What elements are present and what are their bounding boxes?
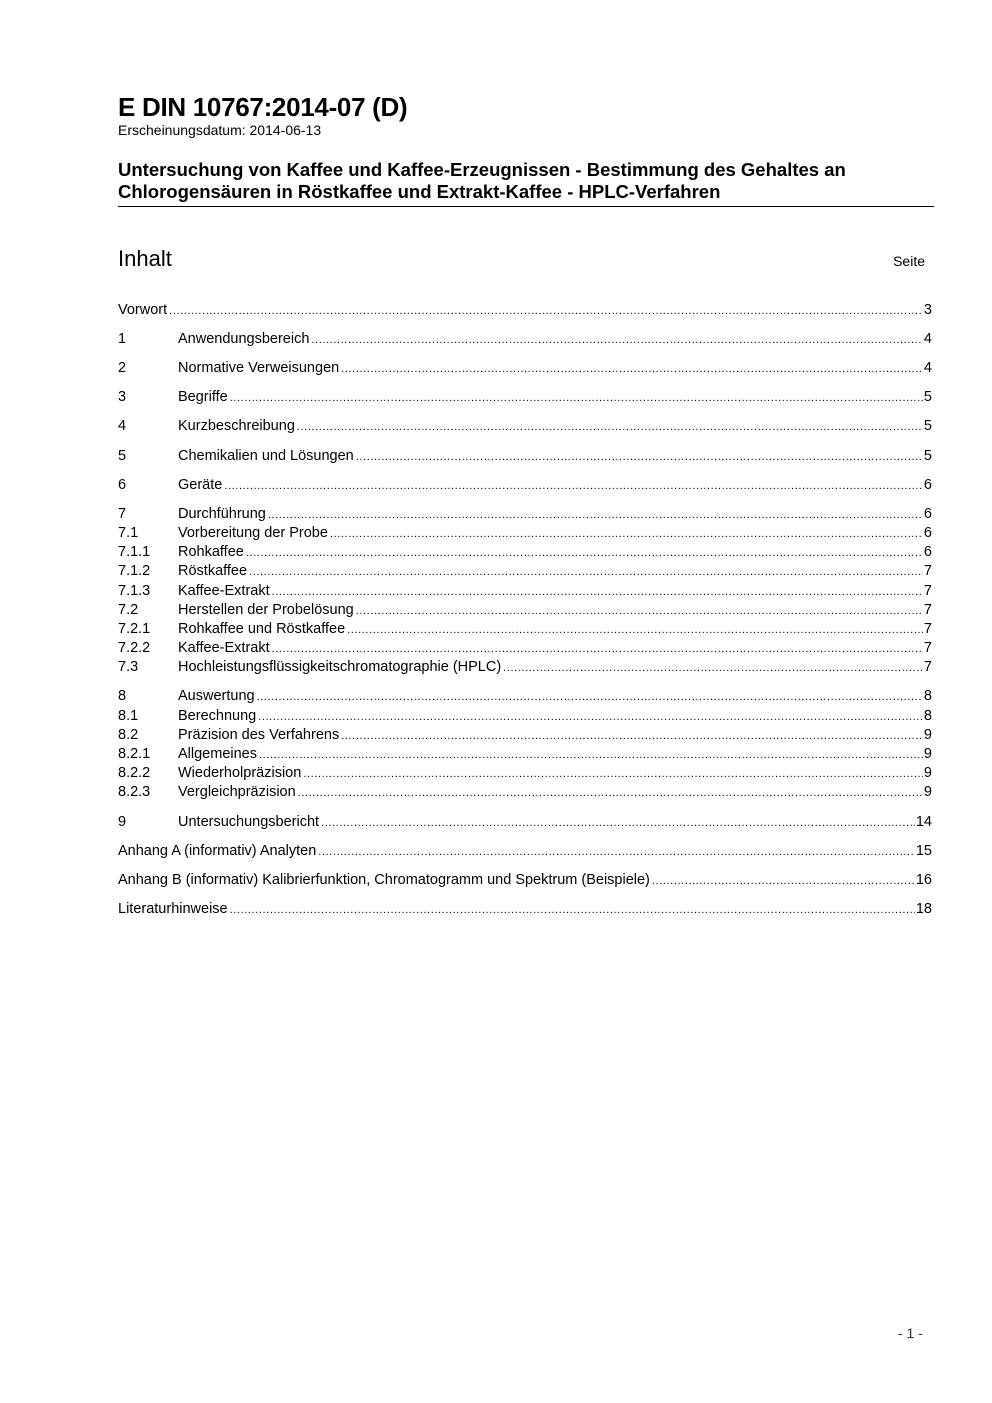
toc-leader-dots xyxy=(298,783,923,803)
toc-leader-dots xyxy=(224,476,923,496)
toc-entry-title: Untersuchungsbericht xyxy=(178,814,320,830)
toc-entry-title: Allgemeines xyxy=(178,746,257,762)
toc-entry-page: 8 xyxy=(923,688,932,704)
toc-entry-number: 8 xyxy=(118,688,127,704)
toc-entry[interactable] xyxy=(118,524,932,543)
toc-entry-page: 6 xyxy=(923,506,932,522)
document-title xyxy=(118,159,934,207)
toc-leader-dots xyxy=(330,524,923,544)
document-id: E DIN 10767:2014-07 (D) xyxy=(118,92,408,122)
toc-entry-number: 2 xyxy=(118,360,127,376)
toc-entry-page: 9 xyxy=(923,784,932,800)
toc-leader-dots xyxy=(169,301,923,321)
toc-entry-number: 7 xyxy=(118,506,127,522)
toc-entry-number: 7.1.1 xyxy=(118,544,151,560)
toc-entry-page: 8 xyxy=(923,708,932,724)
toc-entry[interactable] xyxy=(118,330,932,349)
toc-entry-number: 8.2 xyxy=(118,727,139,743)
toc-leader-dots xyxy=(257,687,923,707)
toc-leader-dots xyxy=(303,764,923,784)
toc-entry[interactable] xyxy=(118,726,932,745)
toc-entry-title: Rohkaffee xyxy=(178,544,244,560)
toc-entry-page: 7 xyxy=(923,659,932,675)
toc-entry-title: Wiederholpräzision xyxy=(178,765,302,781)
toc-entry-page: 5 xyxy=(923,418,932,434)
toc-heading: Inhalt xyxy=(118,246,172,271)
toc-entry-number: 5 xyxy=(118,448,127,464)
document-title-line-1: Untersuchung von Kaffee und Kaffee-Erzeugnissen - Bestimmung des Gehaltes an xyxy=(118,159,846,180)
toc-leader-dots xyxy=(258,707,923,727)
document-title-line-2: Chlorogensäuren in Röstkaffee und Extrakt-Kaffee - HPLC-Verfahren xyxy=(118,181,721,202)
toc-leader-dots xyxy=(297,417,923,437)
toc-entry-title: Anwendungsbereich xyxy=(178,331,310,347)
toc-entry-number: 9 xyxy=(118,814,127,830)
toc-leader-dots xyxy=(230,900,915,920)
toc-entry[interactable] xyxy=(118,582,932,601)
toc-entry[interactable] xyxy=(118,639,932,658)
toc-leader-dots xyxy=(272,639,923,659)
toc-leader-dots xyxy=(321,813,915,833)
toc-entry-page: 7 xyxy=(923,602,932,618)
toc-leader-dots xyxy=(230,388,923,408)
toc-leader-dots xyxy=(347,620,923,640)
publication-date: Erscheinungsdatum: 2014-06-13 xyxy=(118,122,322,138)
toc-entry-title: Anhang A (informativ) Analyten xyxy=(118,843,317,859)
toc-entry-title: Röstkaffee xyxy=(178,563,248,579)
toc-entry[interactable] xyxy=(118,620,932,639)
toc-entry-page: 9 xyxy=(923,765,932,781)
toc-entry[interactable] xyxy=(118,707,932,726)
toc-entry-number: 7.1.3 xyxy=(118,583,151,599)
toc-entry-number: 1 xyxy=(118,331,127,347)
toc-entry-title: Berechnung xyxy=(178,708,257,724)
toc-entry-page: 5 xyxy=(923,389,932,405)
toc-page-column-label: Seite xyxy=(893,253,925,269)
toc-leader-dots xyxy=(268,505,923,525)
toc-entry[interactable] xyxy=(118,447,932,466)
toc-entry[interactable] xyxy=(118,900,932,919)
toc-entry-title: Durchführung xyxy=(178,506,266,522)
toc-entry-number: 3 xyxy=(118,389,127,405)
page-number: - 1 - xyxy=(898,1325,923,1341)
toc-entry-page: 18 xyxy=(915,901,932,917)
toc-entry[interactable] xyxy=(118,842,932,861)
toc-leader-dots xyxy=(356,601,923,621)
toc-entry-title: Herstellen der Probelösung xyxy=(178,602,354,618)
toc-entry[interactable] xyxy=(118,745,932,764)
toc-entry[interactable] xyxy=(118,658,932,677)
toc-entry-title: Normative Verweisungen xyxy=(178,360,340,376)
toc-entry-title: Vergleichpräzision xyxy=(178,784,296,800)
toc-entry-page: 16 xyxy=(915,872,932,888)
toc-entry-page: 7 xyxy=(923,621,932,637)
toc-entry-title: Kaffee-Extrakt xyxy=(178,640,270,656)
toc-entry-number: 7.2.1 xyxy=(118,621,151,637)
toc-leader-dots xyxy=(249,562,923,582)
toc-entry-number: 7.3 xyxy=(118,659,139,675)
toc-entry-title: Auswertung xyxy=(178,688,255,704)
toc-entry-page: 7 xyxy=(923,563,932,579)
toc-entry-page: 7 xyxy=(923,583,932,599)
toc-leader-dots xyxy=(503,658,923,678)
toc-entry-title: Begriffe xyxy=(178,389,228,405)
toc-entry-title: Rohkaffee und Röstkaffee xyxy=(178,621,346,637)
toc-leader-dots xyxy=(259,745,923,765)
toc-entry-number: 7.1 xyxy=(118,525,139,541)
toc-entry-number: 8.2.1 xyxy=(118,746,151,762)
toc-entry-title: Vorwort xyxy=(118,302,168,318)
toc-leader-dots xyxy=(356,447,923,467)
toc-entry[interactable] xyxy=(118,783,932,802)
toc-entry-number: 6 xyxy=(118,477,127,493)
toc-entry[interactable] xyxy=(118,388,932,407)
toc-entry-page: 6 xyxy=(923,525,932,541)
toc-entry[interactable] xyxy=(118,764,932,783)
toc-leader-dots xyxy=(652,871,915,891)
toc-entry-number: 7.2.2 xyxy=(118,640,151,656)
toc-entry-page: 6 xyxy=(923,477,932,493)
toc-entry-number: 7.1.2 xyxy=(118,563,151,579)
toc-entry-title: Kaffee-Extrakt xyxy=(178,583,270,599)
toc-entry-page: 4 xyxy=(923,331,932,347)
toc-entry-title: Literaturhinweise xyxy=(118,901,228,917)
toc-entry-page: 9 xyxy=(923,746,932,762)
toc-entry-title: Geräte xyxy=(178,477,223,493)
toc-entry-number: 8.2.2 xyxy=(118,765,151,781)
toc-entry-title: Vorbereitung der Probe xyxy=(178,525,328,541)
toc-entry-page: 15 xyxy=(915,843,932,859)
toc-entry[interactable] xyxy=(118,871,932,890)
toc-entry[interactable] xyxy=(118,476,932,495)
toc-entry-page: 5 xyxy=(923,448,932,464)
toc-entry-title: Kurzbeschreibung xyxy=(178,418,295,434)
toc-entry-page: 4 xyxy=(923,360,932,376)
toc-entry[interactable] xyxy=(118,543,932,562)
toc-entry-title: Präzision des Verfahrens xyxy=(178,727,340,743)
toc-entry[interactable] xyxy=(118,417,932,436)
toc-entry[interactable] xyxy=(118,813,932,832)
toc-entry-title: Chemikalien und Lösungen xyxy=(178,448,354,464)
toc-leader-dots xyxy=(246,543,923,563)
toc-leader-dots xyxy=(311,330,923,350)
toc-entry-title: Hochleistungsflüssigkeitschromatographie (HPLC) xyxy=(178,659,502,675)
toc-entry-page: 9 xyxy=(923,727,932,743)
toc-entry-page: 3 xyxy=(923,302,932,318)
toc-entry-number: 4 xyxy=(118,418,127,434)
toc-leader-dots xyxy=(318,842,915,862)
toc-entry[interactable] xyxy=(118,359,932,378)
toc-entry-page: 7 xyxy=(923,640,932,656)
toc-entry-number: 7.2 xyxy=(118,602,139,618)
toc-entry-page: 14 xyxy=(915,814,932,830)
toc-entry[interactable] xyxy=(118,562,932,581)
toc-entry-number: 8.2.3 xyxy=(118,784,151,800)
toc-entry[interactable] xyxy=(118,301,932,320)
toc-entry[interactable] xyxy=(118,601,932,620)
toc-entry[interactable] xyxy=(118,505,932,524)
toc-entry-page: 6 xyxy=(923,544,932,560)
toc-entry-number: 8.1 xyxy=(118,708,139,724)
toc-leader-dots xyxy=(272,582,923,602)
toc-entry[interactable] xyxy=(118,687,932,706)
toc-leader-dots xyxy=(341,359,923,379)
toc-leader-dots xyxy=(341,726,923,746)
toc-entry-title: Anhang B (informativ) Kalibrierfunktion, Chromatogramm und Spektrum (Beispiele) xyxy=(118,872,650,888)
